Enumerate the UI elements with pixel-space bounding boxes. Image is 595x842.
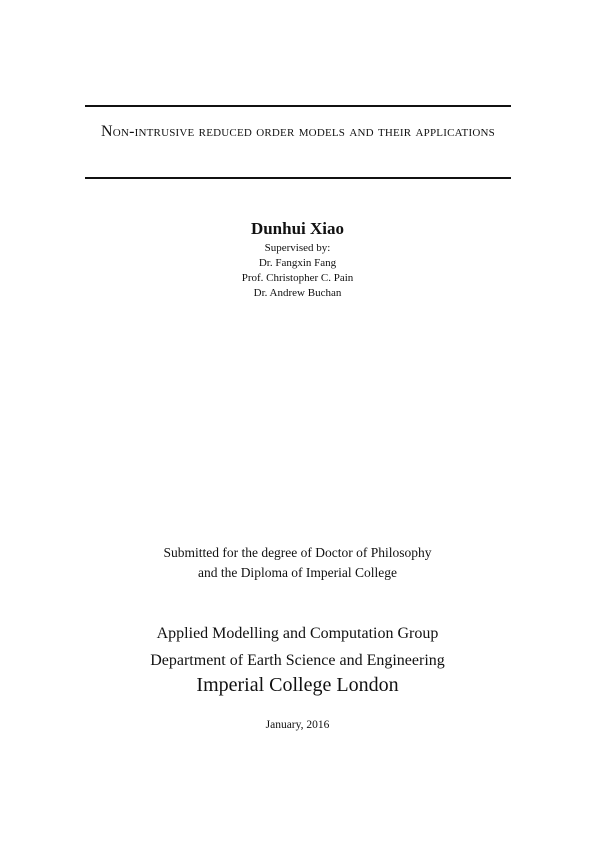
thesis-title: Non-intrusive reduced order models and their applications <box>101 123 495 140</box>
supervisor-name: Dr. Andrew Buchan <box>253 287 342 299</box>
author-name: Dunhui Xiao <box>250 219 345 238</box>
degree-line: and the Diploma of Imperial College <box>197 565 398 580</box>
department: Department of Earth Science and Engineering <box>150 652 445 669</box>
institution-name: Imperial College London <box>196 674 399 696</box>
title-bottom-rule <box>85 177 511 179</box>
research-group: Applied Modelling and Computation Group <box>156 625 439 642</box>
title-top-rule <box>85 105 511 107</box>
affiliation-block <box>0 620 595 674</box>
supervised-by-label: Supervised by: <box>264 242 331 254</box>
supervisor-name: Dr. Fangxin Fang <box>258 257 337 269</box>
degree-statement <box>0 543 595 583</box>
degree-line: Submitted for the degree of Doctor of Philosophy <box>163 545 432 560</box>
supervisor-name: Prof. Christopher C. Pain <box>241 272 354 284</box>
submission-date: January, 2016 <box>265 719 330 731</box>
supervision-block <box>0 241 595 301</box>
